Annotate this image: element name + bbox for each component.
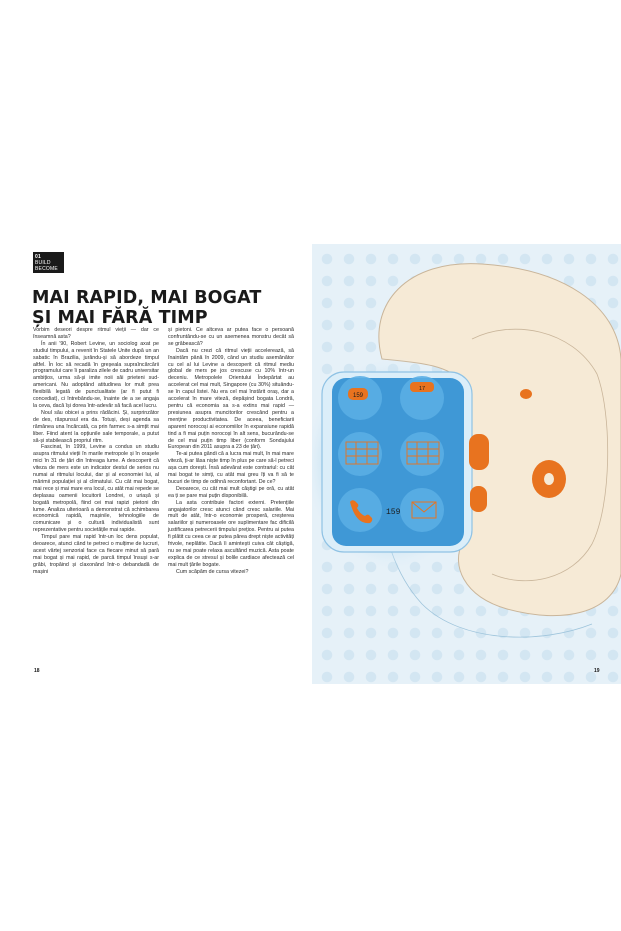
left-page: [0, 244, 310, 684]
text-column-2: [168, 327, 294, 647]
paragraph: Dacă nu crezi că ritmul vieții accelerează, să înaintăm până în 2009, când un studiu asemănător cu cel al lui Levine a descoperit că ritmul mediu global de mers pe jos crescuse cu 10% într-un deceniu. Metropolele Orientului Îndepărtat au accelerat cel mai mult, Singapore (cu 30%) situându-se în capul listei. Nu era cel mai înstărit oraș, dar a accelerat în mare viteză, depășind bogata Londră, pentru că economia sa s-a extins mai rapid — presiunea asupra muncitorilor crescând pentru a menține productivitatea. De aceea, beneficiarii aparent norocoși ai economiilor în expansiune rapidă tind a fi mai puțin norocoși în alt sens, bucurându-se de cel mai puțin timp liber (conform Sondajului European din 2011 asupra a 23 de țări).: [168, 347, 294, 451]
chapter-title: [32, 288, 292, 328]
crown-button: [469, 434, 489, 470]
page-number-right: 19: [594, 668, 600, 674]
side-button: [470, 486, 487, 512]
paragraph: La asta contribuie factori externi. Pretențiile angajatorilor cresc atunci când cresc salariile. Mai mult de atât, într-o economie prosperă, creșterea salariilor și numeroasele ore suplimentare fac dificilă justificarea petrecerii timpului prețios. Pentru ai putea fi plătit cu ceea ce ar putea părea drept niște activități frivole, neplătite. Dacă îi amintești cuiva cât câștigă, nu se mai poate relaxa ascultând muzică. Asta poate explica de ce stresul și bolile cardiace afectează cel mai mult țările bogate.: [168, 499, 294, 568]
screen-number: 159: [386, 508, 401, 517]
badge-top-right-text: 17: [418, 386, 426, 392]
text-column-1: [33, 327, 159, 647]
paragraph: Deoarece, cu cât mai mult câștigi pe oră, cu atât ea ți se pare mai puțin disponibilă.: [168, 485, 294, 499]
title-line-1: MAI RAPID, MAI BOGAT: [32, 288, 262, 308]
paragraph: Cum scăpăm de cursa vitezei?: [176, 568, 249, 575]
page-number-left: 18: [34, 668, 40, 674]
book-spread: [0, 244, 621, 684]
paragraph: În anii '90, Robert Levine, un sociolog axat pe studiul timpului, a revenit în Statele Unite după un an sabatic în Brazilia, jurându-și să abordeze timpul altfel. În loc să recadă în greșeala supraîncărcării programului care îi paraliza zilele de cadru universitar ambițios, urma să-și imite noii săi prieteni sud-americani. Nu adoptând atitudinea lor mult prea flexibilă legată de punctualitate (ar fi putut fi concediat), ci întrebându-se, înainte de a se angaja la ceva, dacă își dorea într-adevăr să facă acel lucru.: [33, 340, 159, 409]
section-number: 01: [35, 254, 41, 260]
section-tag: [33, 252, 64, 273]
paragraph: Noul său obicei a prins rădăcini. Și, surprinzător de des, răspunsul era da. Totuși, deși agenda sa rămânea una încărcată, ca prin farmec s-a simțit mai liber. Fiind atent la opțiunile sale temporale, a putut să-și stabilească propriul ritm.: [33, 409, 159, 444]
paragraph: Vorbim deseori despre ritmul vieții — dar ce înseamnă asta?: [33, 327, 159, 340]
section-label-build: BUILD: [35, 260, 51, 266]
strap-hole-inner: [544, 473, 554, 485]
small-hole: [520, 389, 532, 399]
app-circle: [338, 432, 382, 476]
paragraph: Te-ai putea gândi că a lucra mai mult, în mai mare viteză, ți-ar lăsa niște timp în plus pe care să-l petreci așa cum dorești. Însă adevărat este contrariul: cu cât mai bogat te simți, cu atât mai greu îți va fi să te bucuri de timp de odihnă reconfortant. De ce?: [168, 451, 294, 485]
app-circle: [338, 488, 382, 532]
section-label-become: BECOME: [35, 266, 58, 272]
title-line-2: ȘI MAI FĂRĂ TIMP: [32, 308, 208, 328]
smartwatch-illustration: [312, 244, 621, 684]
text-columns: [33, 327, 294, 647]
right-page: [312, 244, 621, 684]
paragraph: Timpul pare mai rapid într-un loc dens populat, deoarece, atunci când te petreci o mulțime de lucruri, acest vârtej senzorial face ca fiecare minut să pară mai bogat și mai rapid, de parcă timpul însuși s-ar grăbi, tropăind și claxonând într-o debandadă de mașini: [33, 534, 159, 575]
paragraph: Fascinat, în 1999, Levine a condus un studiu asupra ritmului vieții în marile metropole și în orașele mici în 31 de țări din întreaga lume. A descoperit că viteza de mers este un indicator destul de serios nu numai al ritmului locului, dar și al economiei lui, al mărimii populației și al climatului. Cu cât mai bogat, mai rece și mai mare era locul, cu atât mai repede se deplasau oamenii locuitorii Londrei, o uriașă și bogată metropolă, fiind cei mai rapizi pietoni din lume. Analiza ulterioară a demonstrat că schimbarea economică rapidă, mașinile, tehnologiile de comunicare și o cultură individualistă sunt reprezentative pentru societățile mai rapide.: [33, 444, 159, 534]
paragraph: și pietoni. Ce altceva ar putea face o persoană confruntându-se cu un asemenea monstru decât să se grăbească?: [168, 327, 294, 347]
badge-top-left-text: 159: [352, 393, 364, 399]
